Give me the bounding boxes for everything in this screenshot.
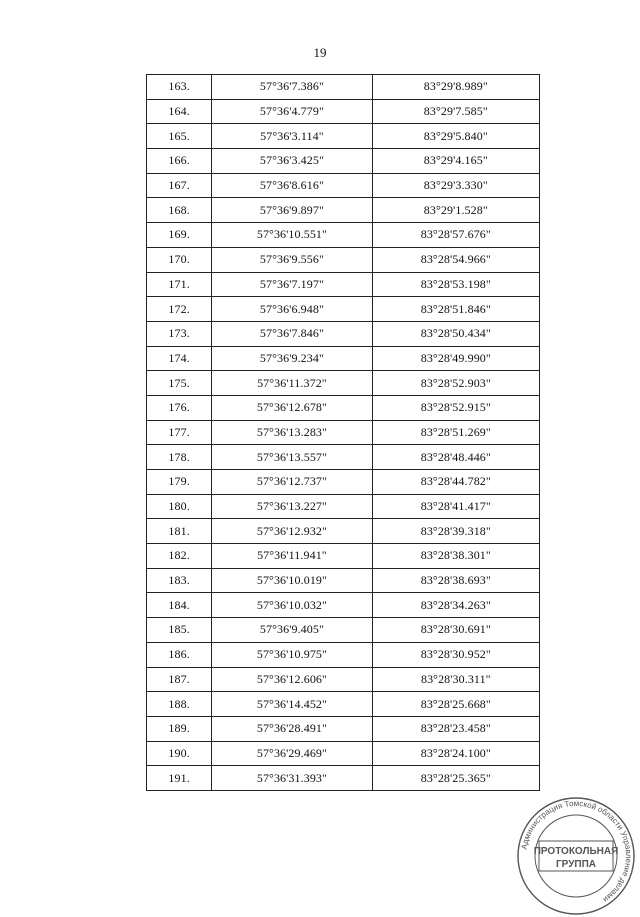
row-number: 163.	[147, 75, 212, 100]
longitude-cell: 83°28'30.952"	[372, 642, 539, 667]
row-number: 174.	[147, 346, 212, 371]
row-number: 171.	[147, 272, 212, 297]
longitude-cell: 83°28'52.903"	[372, 371, 539, 396]
latitude-cell: 57°36'12.932"	[212, 519, 372, 544]
table-row	[147, 766, 540, 791]
table-row	[147, 223, 540, 248]
latitude-cell: 57°36'13.283"	[212, 420, 372, 445]
longitude-cell: 83°28'38.301"	[372, 544, 539, 569]
table-row	[147, 346, 540, 371]
longitude-cell: 83°28'24.100"	[372, 741, 539, 766]
official-stamp	[515, 795, 637, 917]
longitude-cell: 83°29'5.840"	[372, 124, 539, 149]
row-number: 186.	[147, 642, 212, 667]
table-row	[147, 667, 540, 692]
longitude-cell: 83°28'39.318"	[372, 519, 539, 544]
table-row	[147, 198, 540, 223]
table-row	[147, 470, 540, 495]
row-number: 169.	[147, 223, 212, 248]
row-number: 164.	[147, 99, 212, 124]
table-row	[147, 568, 540, 593]
row-number: 175.	[147, 371, 212, 396]
row-number: 173.	[147, 321, 212, 346]
table-row	[147, 173, 540, 198]
table-row	[147, 75, 540, 100]
latitude-cell: 57°36'11.941"	[212, 544, 372, 569]
row-number: 183.	[147, 568, 212, 593]
latitude-cell: 57°36'9.234"	[212, 346, 372, 371]
longitude-cell: 83°28'30.691"	[372, 618, 539, 643]
longitude-cell: 83°28'25.365"	[372, 766, 539, 791]
table-row	[147, 420, 540, 445]
longitude-cell: 83°28'23.458"	[372, 716, 539, 741]
latitude-cell: 57°36'13.227"	[212, 494, 372, 519]
table-row	[147, 321, 540, 346]
row-number: 179.	[147, 470, 212, 495]
longitude-cell: 83°28'38.693"	[372, 568, 539, 593]
row-number: 180.	[147, 494, 212, 519]
latitude-cell: 57°36'7.386"	[212, 75, 372, 100]
longitude-cell: 83°28'41.417"	[372, 494, 539, 519]
row-number: 188.	[147, 692, 212, 717]
longitude-cell: 83°28'50.434"	[372, 321, 539, 346]
table-row	[147, 544, 540, 569]
table-row	[147, 445, 540, 470]
latitude-cell: 57°36'12.737"	[212, 470, 372, 495]
table-row	[147, 149, 540, 174]
latitude-cell: 57°36'10.032"	[212, 593, 372, 618]
row-number: 172.	[147, 297, 212, 322]
latitude-cell: 57°36'10.551"	[212, 223, 372, 248]
coordinates-table-body	[147, 75, 540, 791]
longitude-cell: 83°28'57.676"	[372, 223, 539, 248]
longitude-cell: 83°29'1.528"	[372, 198, 539, 223]
table-row	[147, 247, 540, 272]
latitude-cell: 57°36'12.606"	[212, 667, 372, 692]
row-number: 168.	[147, 198, 212, 223]
latitude-cell: 57°36'6.948"	[212, 297, 372, 322]
table-row	[147, 494, 540, 519]
longitude-cell: 83°28'51.269"	[372, 420, 539, 445]
row-number: 170.	[147, 247, 212, 272]
row-number: 181.	[147, 519, 212, 544]
row-number: 166.	[147, 149, 212, 174]
longitude-cell: 83°29'3.330"	[372, 173, 539, 198]
row-number: 167.	[147, 173, 212, 198]
row-number: 190.	[147, 741, 212, 766]
table-row	[147, 716, 540, 741]
latitude-cell: 57°36'7.197"	[212, 272, 372, 297]
row-number: 189.	[147, 716, 212, 741]
longitude-cell: 83°28'44.782"	[372, 470, 539, 495]
longitude-cell: 83°28'51.846"	[372, 297, 539, 322]
page-number: 19	[313, 45, 327, 60]
table-row	[147, 692, 540, 717]
table-row	[147, 395, 540, 420]
latitude-cell: 57°36'3.425"	[212, 149, 372, 174]
stamp-line-2: ГРУППА	[555, 859, 597, 870]
latitude-cell: 57°36'4.779"	[212, 99, 372, 124]
row-number: 182.	[147, 544, 212, 569]
latitude-cell: 57°36'13.557"	[212, 445, 372, 470]
longitude-cell: 83°29'4.165"	[372, 149, 539, 174]
longitude-cell: 83°28'34.263"	[372, 593, 539, 618]
longitude-cell: 83°28'25.668"	[372, 692, 539, 717]
row-number: 178.	[147, 445, 212, 470]
table-row	[147, 99, 540, 124]
latitude-cell: 57°36'7.846"	[212, 321, 372, 346]
longitude-cell: 83°28'49.990"	[372, 346, 539, 371]
longitude-cell: 83°29'8.989"	[372, 75, 539, 100]
latitude-cell: 57°36'10.019"	[212, 568, 372, 593]
latitude-cell: 57°36'9.556"	[212, 247, 372, 272]
row-number: 187.	[147, 667, 212, 692]
longitude-cell: 83°28'53.198"	[372, 272, 539, 297]
longitude-cell: 83°29'7.585"	[372, 99, 539, 124]
row-number: 184.	[147, 593, 212, 618]
latitude-cell: 57°36'31.393"	[212, 766, 372, 791]
table-row	[147, 124, 540, 149]
row-number: 165.	[147, 124, 212, 149]
longitude-cell: 83°28'30.311"	[372, 667, 539, 692]
longitude-cell: 83°28'52.915"	[372, 395, 539, 420]
latitude-cell: 57°36'8.616"	[212, 173, 372, 198]
row-number: 191.	[147, 766, 212, 791]
latitude-cell: 57°36'11.372"	[212, 371, 372, 396]
latitude-cell: 57°36'9.405"	[212, 618, 372, 643]
stamp-ring-text: Администрация Томской области Управление делами	[519, 798, 634, 905]
table-row	[147, 741, 540, 766]
latitude-cell: 57°36'29.469"	[212, 741, 372, 766]
table-row	[147, 593, 540, 618]
coordinates-table	[146, 74, 540, 791]
latitude-cell: 57°36'9.897"	[212, 198, 372, 223]
row-number: 177.	[147, 420, 212, 445]
row-number: 176.	[147, 395, 212, 420]
table-row	[147, 519, 540, 544]
table-row	[147, 272, 540, 297]
longitude-cell: 83°28'48.446"	[372, 445, 539, 470]
table-row	[147, 618, 540, 643]
table-row	[147, 297, 540, 322]
row-number: 185.	[147, 618, 212, 643]
table-row	[147, 642, 540, 667]
latitude-cell: 57°36'28.491"	[212, 716, 372, 741]
latitude-cell: 57°36'10.975"	[212, 642, 372, 667]
latitude-cell: 57°36'14.452"	[212, 692, 372, 717]
table-row	[147, 371, 540, 396]
longitude-cell: 83°28'54.966"	[372, 247, 539, 272]
latitude-cell: 57°36'3.114"	[212, 124, 372, 149]
latitude-cell: 57°36'12.678"	[212, 395, 372, 420]
stamp-line-1: ПРОТОКОЛЬНАЯ	[533, 846, 619, 857]
